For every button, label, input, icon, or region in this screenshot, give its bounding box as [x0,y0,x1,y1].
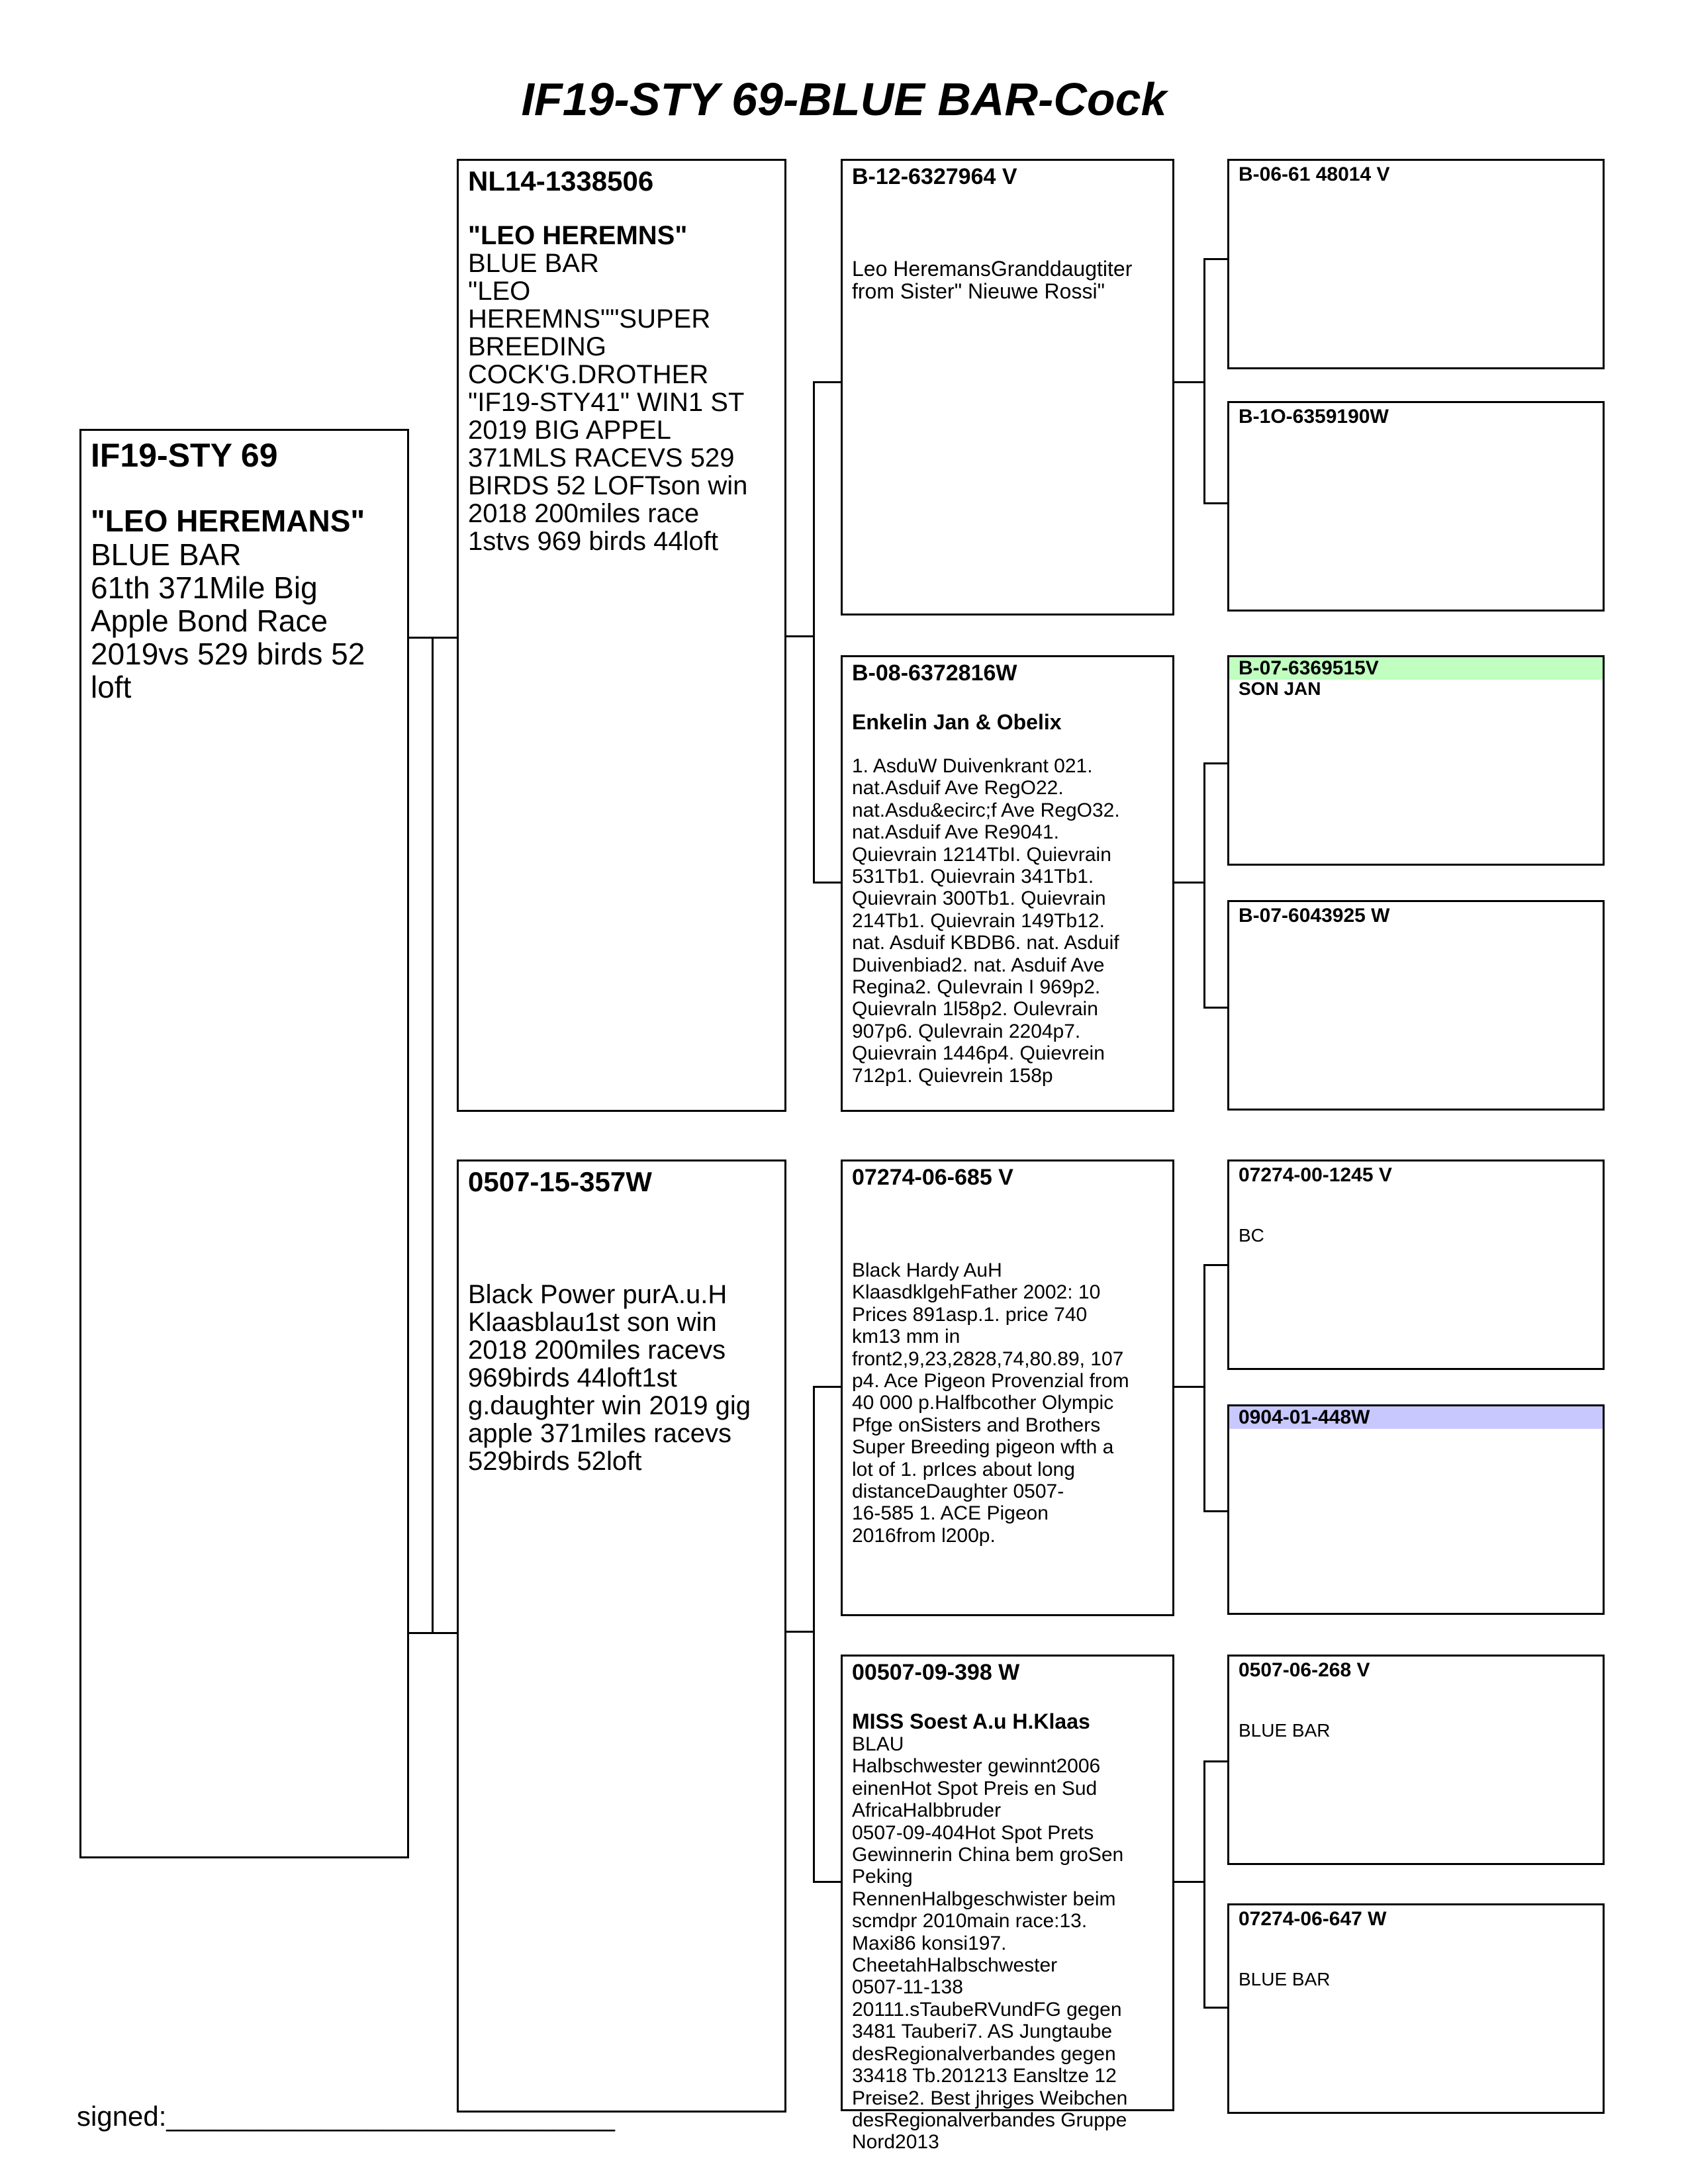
connector-line [432,1632,457,1634]
connector-line [813,381,815,884]
pedigree-title: IF19-STY 69-BLUE BAR-Cock [521,73,1167,125]
connector-line [1203,1264,1205,1512]
sire-box [457,159,786,1112]
connector-line [813,1386,841,1388]
connector-line [1203,1510,1227,1512]
connector-line [1203,502,1227,504]
dds-ring: 0507-06-268 V [1239,1659,1370,1681]
dsd-box [1227,1404,1605,1615]
connector-line [1203,762,1227,764]
connector-line [813,381,841,383]
subject-ring: IF19-STY 69 [91,437,278,474]
sd-box [841,655,1174,1112]
connector-line [1203,1264,1227,1266]
connector-line [786,1631,814,1633]
sds-ring: B-07-6369515V [1239,657,1379,679]
connector-line [813,1386,815,1883]
ds-ring: 07274-06-685 V [852,1165,1013,1190]
ds-box [841,1160,1174,1616]
dd-ring: 00507-09-398 W [852,1660,1020,1685]
ddd-box [1227,1903,1605,2114]
dd-details: BLAU Halbschwester gewinnt2006 einenHot Spot Preis en Sud AfricaHalbbruder 0507-09-404Hot Spot Prets Gewinnerin China bem groSen Peking RennenHalbgeschwister beim scmdpr 2010main race:13. Maxi86 konsi197. CheetahHalbschwester 0507-11-138 20111.sTaubeRVundFG gegen 3481 Tauberi7. AS Jungtaube desRegionalverbandes gegen 33418 Tb.201213 Eansltze 12 Preise2. Best jhriges Weibchen desRegionalverbandes Gruppe Nord2013 [852,1733,1128,2154]
connector-line [1203,258,1227,260]
connector-line [1203,2007,1227,2009]
ssd-box [1227,401,1605,612]
connector-line [1174,381,1205,383]
connector-line [813,1881,841,1883]
connector-line [1203,1760,1227,1762]
ss-details: Leo HeremansGranddaugtiter from Sister" Nieuwe Rossi" [852,257,1133,303]
ddd-ring: 07274-06-647 W [1239,1908,1387,1930]
dds-details: BLUE BAR [1239,1720,1331,1741]
ss-ring: B-12-6327964 V [852,164,1017,189]
ss-box [841,159,1174,615]
sss-box [1227,159,1605,369]
sss-ring: B-06-61 48014 V [1239,163,1390,185]
connector-line [1203,1007,1227,1009]
connector-line [409,637,433,639]
connector-line [1174,1881,1205,1883]
sds-box [1227,655,1605,866]
connector-line [1174,882,1205,884]
sd-details: 1. AsduW Duivenkrant 021. nat.Asduif Ave RegO22. nat.Asdu&ecirc;f Ave RegO32. nat.Asduif Ave Re9041. Quievrain 1214TbI. Quievrain 531Tb1. Quievrain 341Tb1. Quievrain 300Tb1. Quievrain 214Tb1. Quievrain 149Tb12. nat. Asduif KBDB6. nat. Asduif Duivenbiad2. nat. Asduif Ave Regina2. QuIevrain I 969p2. Quievraln 1l58p2. Oulevrain 907p6. Qulevrain 2204p7. Quievrain 1446p4. Quievrein 712p1. Quievrein 158p [852,755,1120,1087]
sire-ring: NL14-1338506 [468,165,654,197]
connector-line [1203,762,1205,1009]
dam-details: Black Power purA.u.H Klaasblau1st son win 2018 200miles racevs 969birds 44loft1st g.daughter win 2019 gig apple 371miles racevs 529birds 52loft [468,1280,751,1476]
dd-name: MISS Soest A.u H.Klaas [852,1709,1090,1733]
sds-details: SON JAN [1239,678,1321,699]
connector-line [1174,1386,1205,1388]
ssd-ring: B-1O-6359190W [1239,406,1389,428]
sdd-box [1227,900,1605,1111]
connector-line [409,1632,433,1634]
connector-line [786,635,814,637]
dss-box [1227,1160,1605,1370]
dam-box [457,1160,786,2113]
sire-name: "LEO HEREMNS" [468,221,688,250]
dsd-ring: 0904-01-448W [1239,1406,1370,1428]
signature-line: signed:_____________________________ [77,2101,615,2132]
connector-line [813,882,841,884]
connector-line [1203,1760,1205,2009]
dam-ring: 0507-15-357W [468,1166,652,1197]
connector-line [432,637,434,1634]
dss-ring: 07274-00-1245 V [1239,1164,1392,1186]
subject-box [79,429,409,1858]
sd-name: Enkelin Jan & Obelix [852,710,1062,734]
connector-line [1203,258,1205,504]
dd-box [841,1655,1174,2154]
dss-details: BC [1239,1225,1264,1246]
connector-line [432,637,457,639]
sdd-ring: B-07-6043925 W [1239,905,1390,927]
subject-details: BLUE BAR 61th 371Mile Big Apple Bond Race 2019vs 529 birds 52 loft [91,537,365,704]
subject-name: "LEO HEREMANS" [91,504,365,538]
dds-box [1227,1655,1605,1865]
sd-ring: B-08-6372816W [852,660,1017,686]
ddd-details: BLUE BAR [1239,1969,1331,1989]
ds-details: Black Hardy AuH KlaasdklgehFather 2002: 10 Prices 891asp.1. price 740 km13 mm in front2,9,23,2828,74,80.89, 107 p4. Ace Pigeon Provenzial from 40 000 p.Halfbcother Olympic Pfge onSisters and Brothers Super Breeding pigeon wfth a lot of 1. prIces about long distanceDaughter 0507- 16-585 1. ACE Pigeon 2016from l200p. [852,1259,1129,1547]
sire-details: BLUE BAR "LEO HEREMNS""SUPER BREEDING COCK'G.DROTHER "IF19-STY41" WIN1 ST 2019 BIG APPEL 371MLS RACEVS 529 BIRDS 52 LOFTson win 2018 200miles race 1stvs 969 birds 44loft [468,249,748,556]
